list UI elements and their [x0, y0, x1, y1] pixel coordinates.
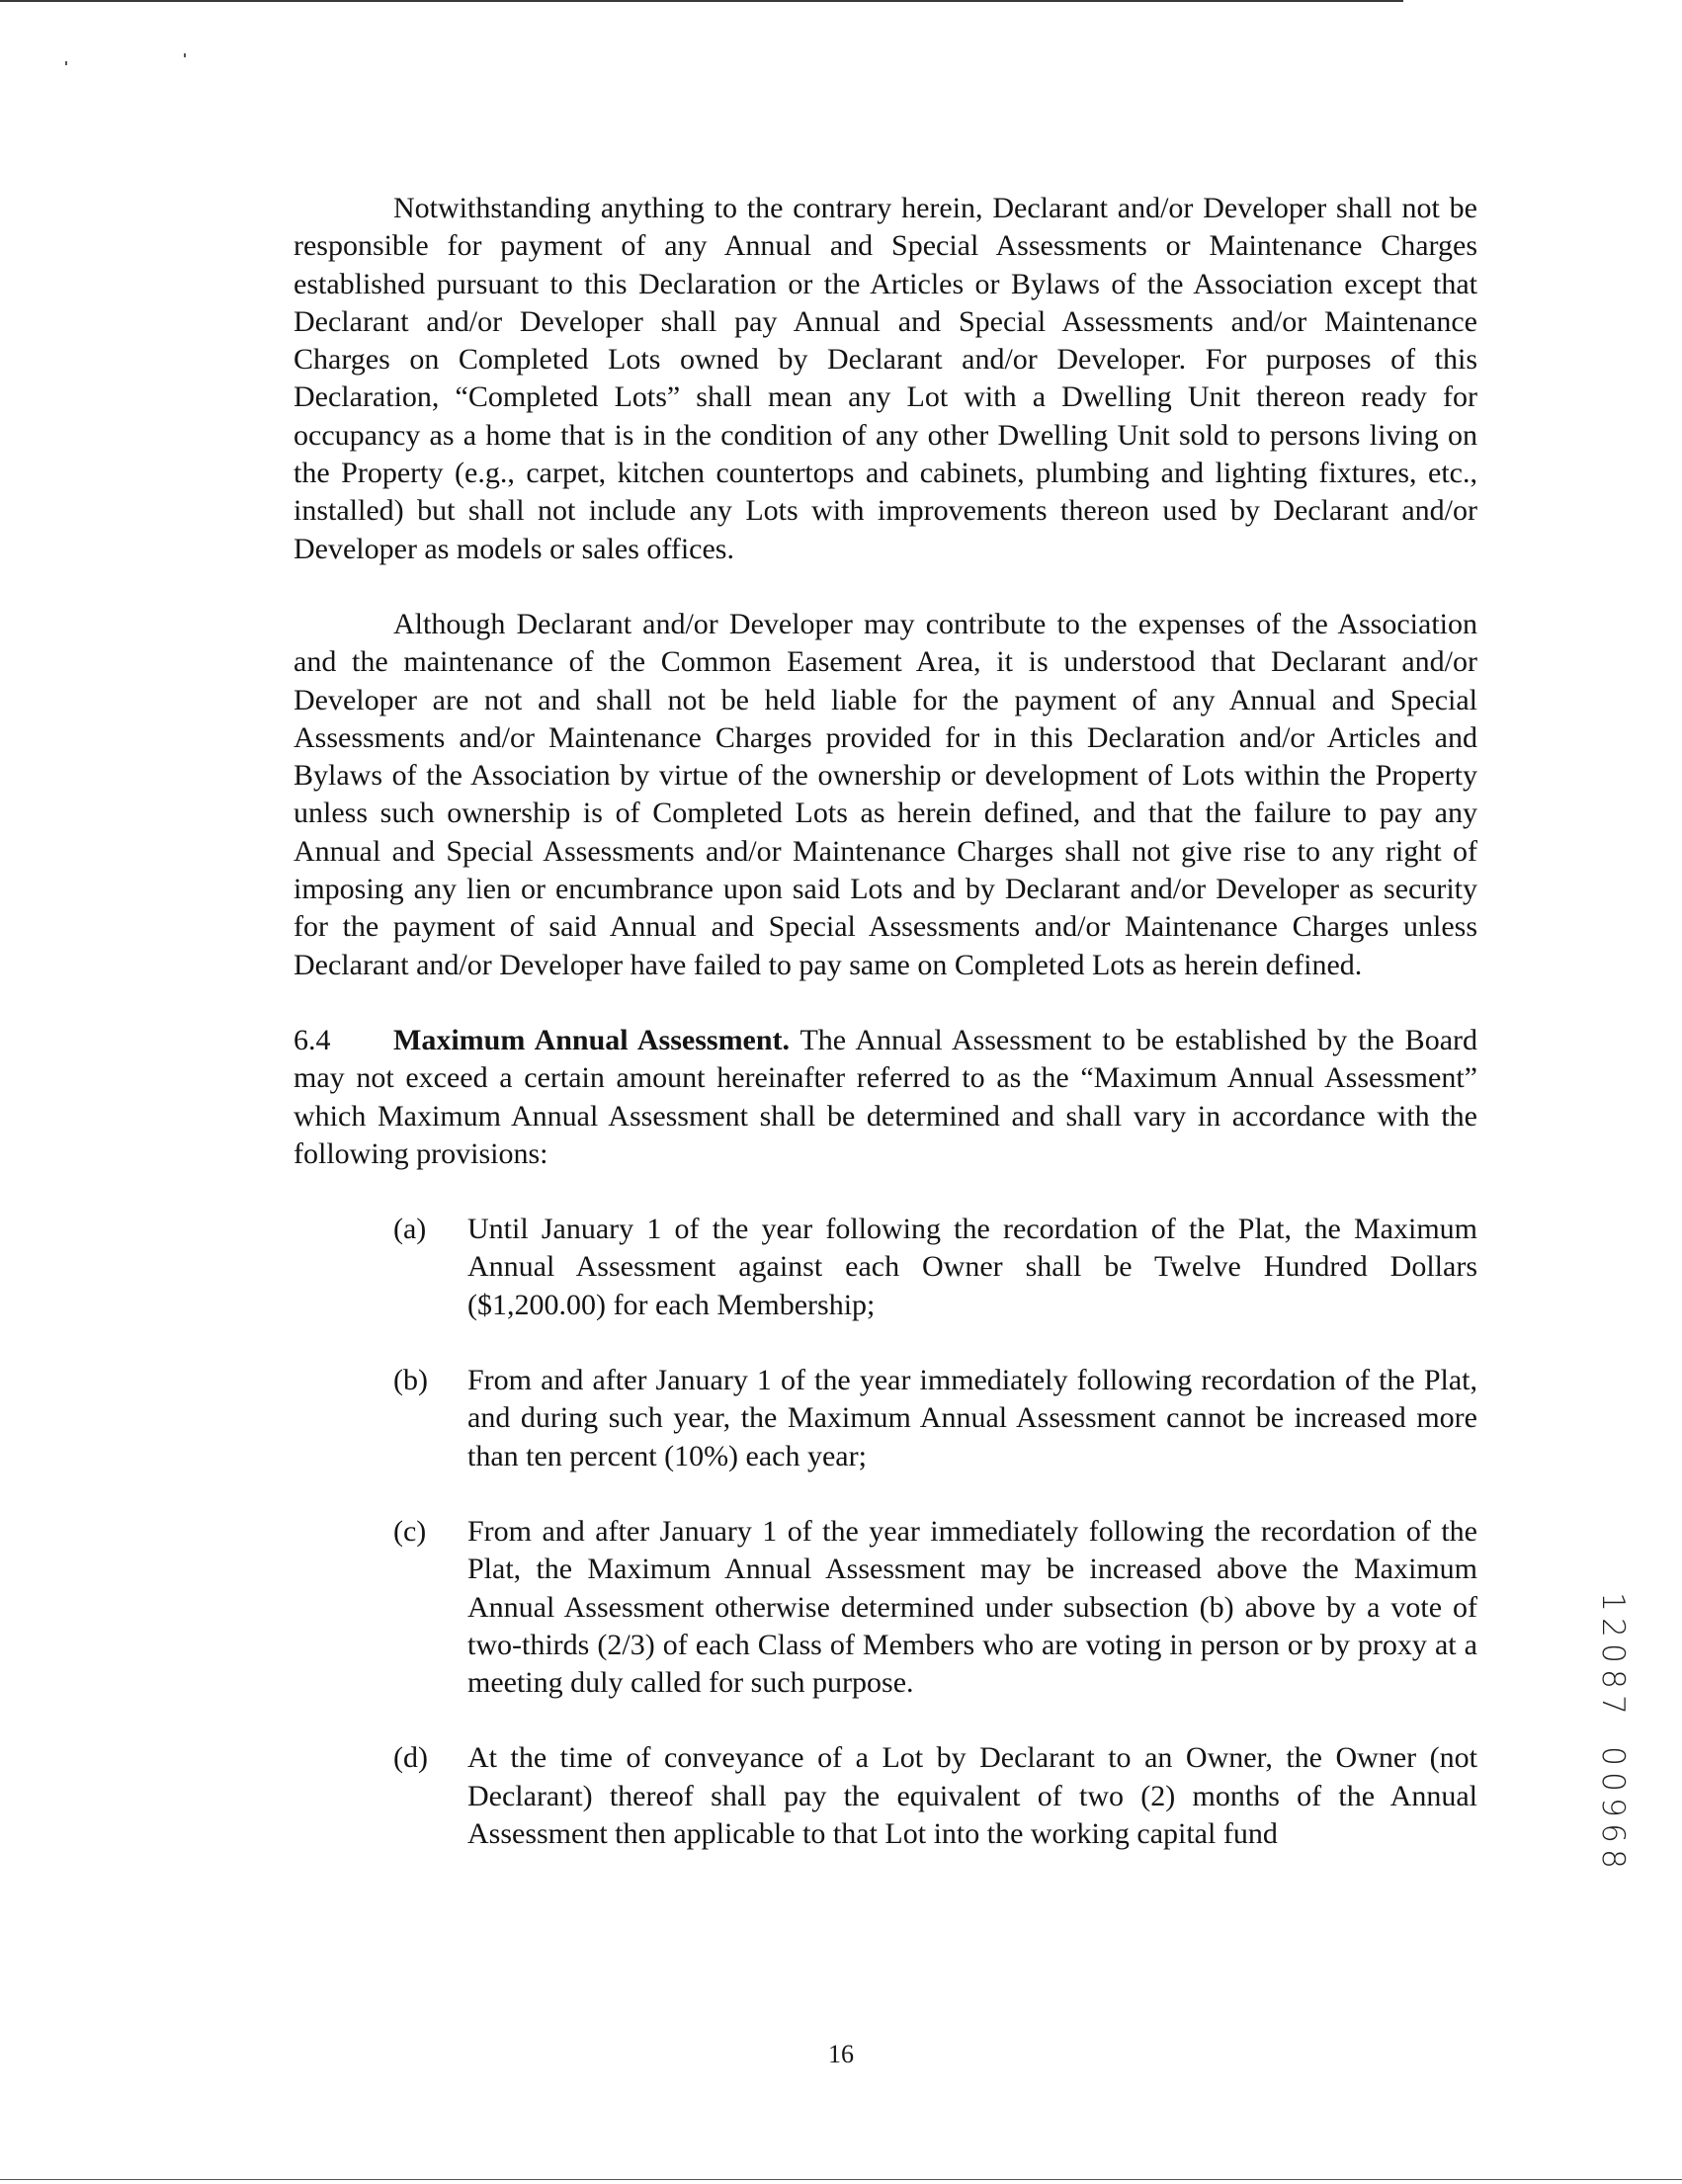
paragraph-completed-lots: Notwithstanding anything to the contrary herein, Declarant and/or Developer shall not be responsible for payment of any Annual and Special Assessments or Maintenance Charges established pursuant to this Declaration or the Articles or Bylaws of the Association except that Declarant and/or Developer shall pay Annual and Special Assessments and/or Maintenance Charges on Completed Lots owned by Declarant and/or Developer. For purposes of this Declaration, “Completed Lots” shall mean any Lot with a Dwelling Unit thereon ready for occupancy as a home that is in the condition of any other Dwelling Unit sold to persons living on the Property (e.g., carpet, kitchen countertops and cabinets, plumbing and lighting fixtures, etc., installed) but shall not include any Lots with improvements thereon used by Declarant and/or Developer as models or sales offices.	[294, 192, 1477, 565]
section-number: 6.4	[294, 1023, 331, 1056]
paragraph-declarant-liability: Although Declarant and/or Developer may contribute to the expenses of the Association and the maintenance of the Common Easement Area, it is understood that Declarant and/or Developer are not and shall not be held liable for the payment of any Annual and Special Assessments and/or Maintenance Charges provided for in this Declaration and/or Articles and Bylaws of the Association by virtue of the ownership or development of Lots within the Property unless such ownership is of Completed Lots as herein defined, and that the failure to pay any Annual and Special Assessments and/or Maintenance Charges shall not give rise to any right of imposing any lien or encumbrance upon said Lots and by Declarant and/or Developer as security for the payment of said Annual and Special Assessments and/or Maintenance Charges unless Declarant and/or Developer have failed to pay same on Completed Lots as herein defined.	[294, 607, 1477, 981]
section-title: Maximum Annual Assessment.	[393, 1023, 791, 1056]
recording-stamp-digit	[1600, 1721, 1626, 1740]
scan-bottom-edge	[0, 2179, 1682, 2180]
scan-speck	[184, 53, 186, 57]
list-item	[294, 1362, 1477, 1475]
list-item	[294, 1513, 1477, 1702]
section-6-4	[294, 1022, 1477, 1173]
recording-stamp-digit: 2	[1594, 1618, 1631, 1638]
list-item	[294, 1739, 1477, 1853]
list-item	[294, 1211, 1477, 1324]
scan-top-edge	[0, 0, 1403, 2]
recording-stamp-digit: 8	[1594, 1849, 1631, 1869]
recording-stamp-digit: 6	[1594, 1823, 1631, 1843]
page-number: 16	[828, 2040, 854, 2068]
recording-stamp-digit: 0	[1594, 1772, 1631, 1792]
recording-stamp-digit: 7	[1594, 1695, 1631, 1715]
scan-speck	[65, 61, 67, 65]
document-body	[294, 190, 1477, 1853]
list-item-text: Until January 1 of the year following the recordation of the Plat, the Maximum Annual Assessment against each Owner shall be Twelve Hundred Dollars ($1,200.00) for each Membership;	[467, 1213, 1477, 1321]
list-item-label: (d)	[393, 1741, 428, 1775]
recording-stamp-number	[1594, 1589, 1631, 1872]
recording-stamp-digit: 0	[1594, 1746, 1631, 1766]
recording-stamp-digit: 9	[1594, 1798, 1631, 1817]
list-item-text: From and after January 1 of the year immediately following the recordation of the Plat, the Maximum Annual Assessment may be increased above the Maximum Annual Assessment otherwise determined under subsection (b) above by a vote of two-thirds (2/3) of each Class of Members who are voting in person or by proxy at a meeting duly called for such purpose.	[467, 1514, 1477, 1700]
recording-stamp-digit: 0	[1594, 1643, 1631, 1663]
list-item-text: From and after January 1 of the year immediately following recordation of the Plat, and during such year, the Maximum Annual Assessment cannot be increased more than ten percent (10%) each year;	[467, 1364, 1477, 1472]
section-body: The Annual Assessment to be established by the Board may not exceed a certain amount hereinafter referred to as the “Maximum Annual Assessment” which Maximum Annual Assessment shall be determined and shall vary in accordance with the following provisions:	[294, 1023, 1477, 1170]
recording-stamp-digit: 8	[1594, 1669, 1631, 1689]
list-item-label: (a)	[393, 1213, 427, 1246]
recording-stamp-digit: 1	[1594, 1592, 1631, 1612]
list-item-label: (c)	[393, 1514, 427, 1548]
list-item-label: (b)	[393, 1364, 428, 1397]
list-item-text: At the time of conveyance of a Lot by Declarant to an Owner, the Owner (not Declarant) thereof shall pay the equivalent of two (2) months of the Annual Assessment then applicable to that Lot into the working capital fund	[467, 1741, 1477, 1850]
